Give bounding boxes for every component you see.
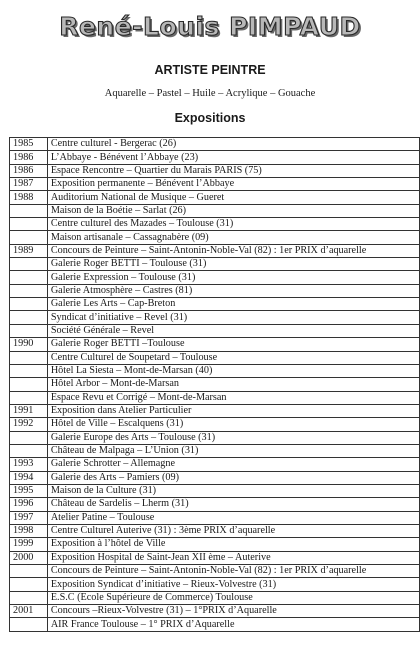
event-cell: Galerie Les Arts – Cap-Breton — [47, 298, 419, 311]
event-cell: Maison de la Boétie – Sarlat (26) — [47, 204, 419, 217]
table-row — [10, 471, 420, 484]
table-row — [10, 565, 420, 578]
event-cell: Hôtel La Siesta – Mont-de-Marsan (40) — [47, 364, 419, 377]
year-cell — [10, 431, 48, 444]
event-cell: Centre culturel des Mazades – Toulouse (31) — [47, 218, 419, 231]
section-title: Expositions — [174, 111, 246, 125]
event-cell: Centre Culturel de Soupetard – Toulouse — [47, 351, 419, 364]
year-cell — [10, 391, 48, 404]
event-cell: Centre Culturel Auterive (31) : 3ème PRIX d’aquarelle — [47, 524, 419, 537]
year-cell — [10, 378, 48, 391]
year-cell — [10, 271, 48, 284]
exhibitions-table-body — [10, 138, 420, 632]
year-cell — [10, 218, 48, 231]
event-cell: Galerie Europe des Arts – Toulouse (31) — [47, 431, 419, 444]
event-cell: Hôtel de Ville – Escalquens (31) — [47, 418, 419, 431]
table-row — [10, 138, 420, 151]
table-row — [10, 391, 420, 404]
table-row — [10, 338, 420, 351]
year-cell: 2001 — [10, 605, 48, 618]
table-row — [10, 258, 420, 271]
year-cell: 1990 — [10, 338, 48, 351]
event-cell: Exposition dans Atelier Particulier — [47, 404, 419, 417]
event-cell: Galerie Expression – Toulouse (31) — [47, 271, 419, 284]
table-row — [10, 444, 420, 457]
year-cell — [10, 231, 48, 244]
event-cell: Société Générale – Revel — [47, 324, 419, 337]
year-cell — [10, 578, 48, 591]
year-cell: 1986 — [10, 164, 48, 177]
event-cell: Auditorium National de Musique – Gueret — [47, 191, 419, 204]
event-cell: Espace Rencontre – Quartier du Marais PARIS (75) — [47, 164, 419, 177]
event-cell: Exposition permanente – Bénévent l’Abbaye — [47, 178, 419, 191]
year-cell — [10, 204, 48, 217]
event-cell: Galerie des Arts – Pamiers (09) — [47, 471, 419, 484]
year-cell: 1987 — [10, 178, 48, 191]
event-cell: Galerie Roger BETTI –Toulouse — [47, 338, 419, 351]
table-row — [10, 231, 420, 244]
table-row — [10, 151, 420, 164]
event-cell: Atelier Patine – Toulouse — [47, 511, 419, 524]
table-row — [10, 605, 420, 618]
event-cell: Concours de Peinture – Saint-Antonin-Noble-Val (82) : 1er PRIX d’aquarelle — [47, 565, 419, 578]
table-row — [10, 618, 420, 631]
year-cell: 1996 — [10, 498, 48, 511]
table-row — [10, 498, 420, 511]
year-cell — [10, 591, 48, 604]
year-cell — [10, 444, 48, 457]
profession-subtitle: ARTISTE PEINTRE — [154, 63, 266, 77]
event-cell: Concours –Rieux-Volvestre (31) – 1°PRIX d’Aquarelle — [47, 605, 419, 618]
table-row — [10, 591, 420, 604]
year-cell — [10, 364, 48, 377]
event-cell: Espace Revu et Corrigé – Mont-de-Marsan — [47, 391, 419, 404]
table-row — [10, 164, 420, 177]
year-cell: 1999 — [10, 538, 48, 551]
event-cell: Galerie Roger BETTI – Toulouse (31) — [47, 258, 419, 271]
year-cell — [10, 284, 48, 297]
event-cell: Centre culturel - Bergerac (26) — [47, 138, 419, 151]
table-row — [10, 244, 420, 257]
year-cell: 1988 — [10, 191, 48, 204]
table-row — [10, 538, 420, 551]
table-row — [10, 364, 420, 377]
table-row — [10, 284, 420, 297]
table-row — [10, 191, 420, 204]
event-cell: L’Abbaye - Bénévent l’Abbaye (23) — [47, 151, 419, 164]
table-row — [10, 578, 420, 591]
year-cell — [10, 324, 48, 337]
table-row — [10, 431, 420, 444]
year-cell: 1985 — [10, 138, 48, 151]
event-cell: Château de Sardelis – Lherm (31) — [47, 498, 419, 511]
table-row — [10, 458, 420, 471]
year-cell: 1991 — [10, 404, 48, 417]
table-row — [10, 378, 420, 391]
event-cell: AIR France Toulouse – 1° PRIX d’Aquarelle — [47, 618, 419, 631]
year-cell — [10, 311, 48, 324]
table-row — [10, 511, 420, 524]
table-row — [10, 271, 420, 284]
table-row — [10, 324, 420, 337]
year-cell: 1993 — [10, 458, 48, 471]
event-cell: E.S.C (Ecole Supérieure de Commerce) Toulouse — [47, 591, 419, 604]
year-cell: 1994 — [10, 471, 48, 484]
table-row — [10, 418, 420, 431]
table-row — [10, 404, 420, 417]
event-cell: Concours de Peinture – Saint-Antonin-Noble-Val (82) : 1er PRIX d’aquarelle — [47, 244, 419, 257]
event-cell: Syndicat d’initiative – Revel (31) — [47, 311, 419, 324]
table-row — [10, 298, 420, 311]
year-cell — [10, 258, 48, 271]
year-cell — [10, 351, 48, 364]
event-cell: Hôtel Arbor – Mont-de-Marsan — [47, 378, 419, 391]
event-cell: Maison de la Culture (31) — [47, 484, 419, 497]
year-cell: 1992 — [10, 418, 48, 431]
table-row — [10, 178, 420, 191]
table-row — [10, 311, 420, 324]
artist-name-heading: René-Louis PIMPAUD — [59, 12, 361, 41]
table-row — [10, 484, 420, 497]
year-cell: 1998 — [10, 524, 48, 537]
media-list: Aquarelle – Pastel – Huile – Acrylique – Gouache — [104, 88, 316, 99]
year-cell — [10, 298, 48, 311]
table-row — [10, 351, 420, 364]
table-row — [10, 204, 420, 217]
year-cell: 1997 — [10, 511, 48, 524]
event-cell: Exposition à l’hôtel de Ville — [47, 538, 419, 551]
event-cell: Galerie Atmosphère – Castres (81) — [47, 284, 419, 297]
year-cell: 1995 — [10, 484, 48, 497]
year-cell — [10, 618, 48, 631]
event-cell: Exposition Hospital de Saint-Jean XII ème – Auterive — [47, 551, 419, 564]
table-row — [10, 524, 420, 537]
year-cell: 2000 — [10, 551, 48, 564]
year-cell: 1989 — [10, 244, 48, 257]
table-row — [10, 218, 420, 231]
year-cell — [10, 565, 48, 578]
exhibitions-table — [9, 137, 420, 632]
event-cell: Maison artisanale – Cassagnabère (09) — [47, 231, 419, 244]
event-cell: Galerie Schrotter – Allemagne — [47, 458, 419, 471]
event-cell: Château de Malpaga – L’Union (31) — [47, 444, 419, 457]
table-row — [10, 551, 420, 564]
year-cell: 1986 — [10, 151, 48, 164]
event-cell: Exposition Syndicat d’initiative – Rieux-Volvestre (31) — [47, 578, 419, 591]
